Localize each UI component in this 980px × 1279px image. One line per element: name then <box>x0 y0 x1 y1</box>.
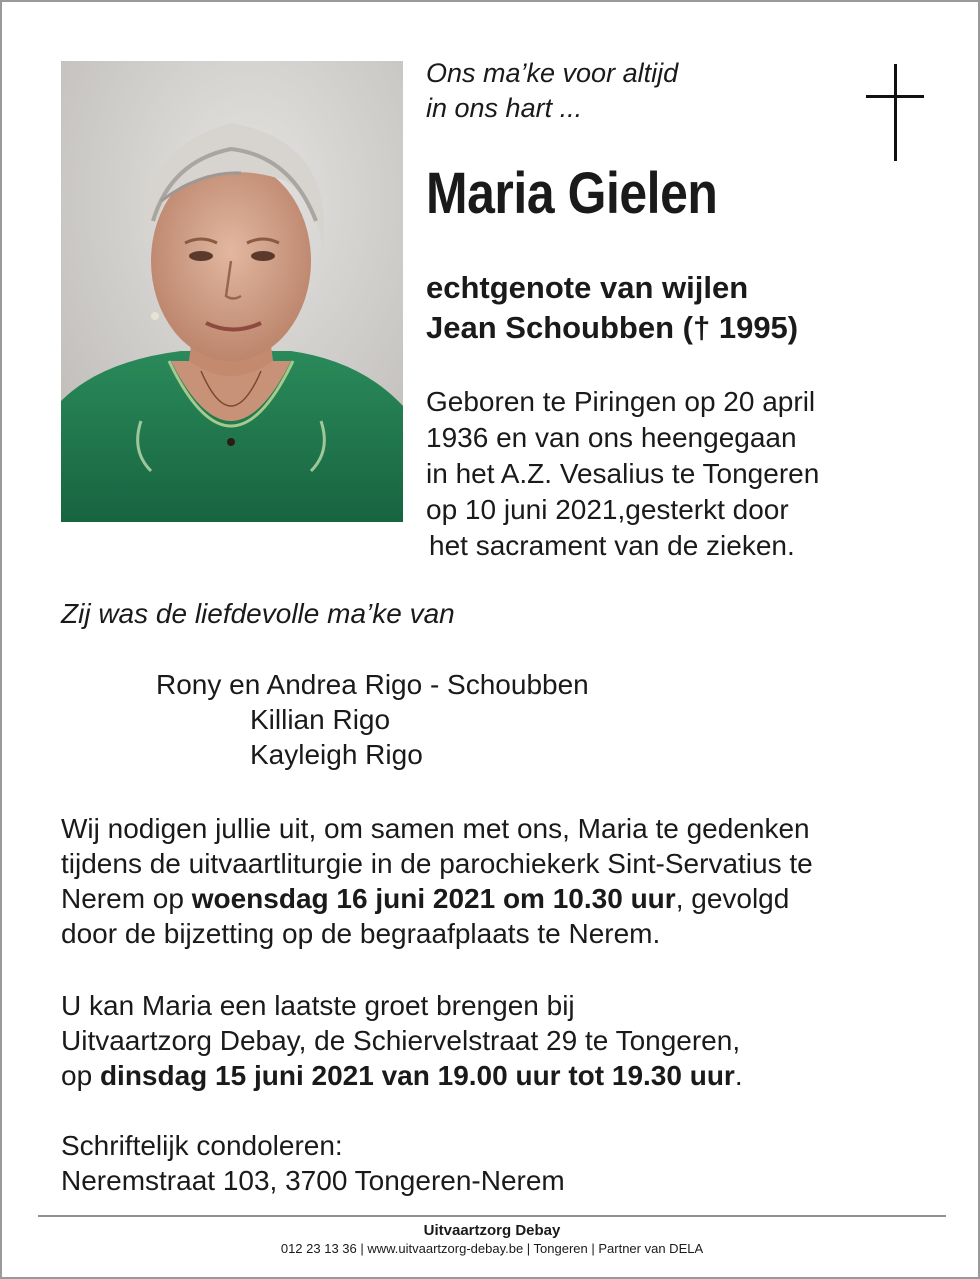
birth-line: 1936 en van ons heengegaan <box>426 422 797 453</box>
quote-line: in ons hart ... <box>426 93 583 123</box>
family-intro: Zij was de liefdevolle ma’ke van <box>61 598 455 629</box>
condolence-line: Schriftelijk condoleren: <box>61 1130 343 1161</box>
visitation-text: . <box>734 1060 743 1091</box>
birth-line: Geboren te Piringen op 20 april <box>426 386 816 417</box>
family-member: Killian Rigo <box>250 704 391 735</box>
cross-icon <box>866 64 924 161</box>
visitation-line: Uitvaartzorg Debay, de Schiervelstraat 29 te Tongeren, <box>61 1025 741 1056</box>
deceased-name: Maria Gielen <box>426 161 718 226</box>
condolence-line: Neremstraat 103, 3700 Tongeren-Nerem <box>61 1165 565 1196</box>
birth-death-info <box>426 384 819 564</box>
quote-line: Ons ma’ke voor altijd <box>426 58 679 88</box>
footer-divider <box>38 1215 946 1217</box>
portrait-photo <box>61 61 403 522</box>
visitation-info <box>61 988 743 1093</box>
footer-company: Uitvaartzorg Debay <box>423 1222 561 1239</box>
visitation-line: U kan Maria een laatste groet brengen bij <box>61 990 575 1021</box>
spouse-info <box>426 268 798 348</box>
funeral-line: door de bijzetting op de begraafplaats te Nerem. <box>61 918 661 949</box>
birth-line: in het A.Z. Vesalius te Tongeren <box>426 458 820 489</box>
funeral-text: Nerem op <box>61 883 192 914</box>
footer-contact: 012 23 13 36 | www.uitvaartzorg-debay.be | Tongeren | Partner van DELA <box>280 1241 704 1256</box>
birth-line: het sacrament van de zieken. <box>429 530 795 561</box>
visitation-datetime: dinsdag 15 juni 2021 van 19.00 uur tot 19.30 uur <box>99 1060 735 1091</box>
funeral-line: Wij nodigen jullie uit, om samen met ons, Maria te gedenken <box>61 813 810 844</box>
funeral-line <box>61 881 813 916</box>
birth-line: op 10 juni 2021,gesterkt door <box>426 494 789 525</box>
spouse-line: Jean Schoubben († 1995) <box>426 310 799 345</box>
visitation-line <box>61 1058 743 1093</box>
portrait-illustration <box>61 61 403 522</box>
visitation-text: op <box>61 1060 100 1091</box>
family-member: Rony en Andrea Rigo - Schoubben <box>156 669 589 700</box>
family-member: Kayleigh Rigo <box>250 739 423 770</box>
memorial-quote <box>426 56 678 126</box>
funeral-invitation <box>61 811 813 951</box>
funeral-text: , gevolgd <box>675 883 790 914</box>
funeral-datetime: woensdag 16 juni 2021 om 10.30 uur <box>191 883 676 914</box>
funeral-line: tijdens de uitvaartliturgie in de parochiekerk Sint-Servatius te <box>61 848 813 879</box>
condolence-address <box>61 1128 565 1198</box>
spouse-line: echtgenote van wijlen <box>426 270 749 305</box>
